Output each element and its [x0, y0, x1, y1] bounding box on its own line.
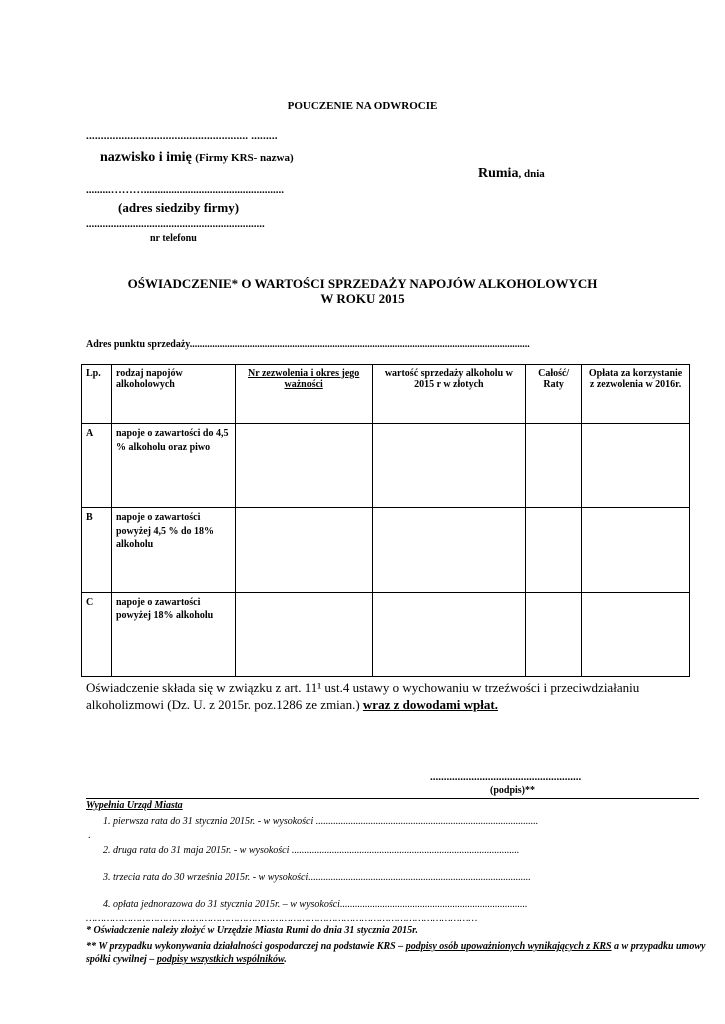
name-dots-line[interactable]: ....................................................... .........: [86, 130, 278, 142]
office-section-label: Wypełnia Urząd Miasta: [86, 800, 183, 811]
address-label: (adres siedziby firmy): [118, 200, 240, 215]
permit-cell[interactable]: [235, 424, 372, 508]
statement-emphasis: wraz z dowodami wpłat.: [362, 697, 498, 712]
signature-dots-line[interactable]: .......................................................: [430, 771, 582, 783]
permit-cell[interactable]: [235, 508, 372, 592]
document-title-line1: OŚWIADCZENIE* O WARTOŚCI SPRZEDAŻY NAPOJÓW ALKOHOLOWYCH: [127, 276, 598, 291]
col-header-type: rodzaj napojów alkoholowych: [111, 365, 235, 424]
footnote-2: [86, 940, 711, 966]
row-type: napoje o zawartości powyżej 18% alkoholu: [111, 592, 235, 676]
mode-cell[interactable]: [526, 508, 582, 592]
row-lp: B: [82, 508, 112, 592]
name-label-sub: (Firmy KRS- nazwa): [195, 152, 294, 164]
city-name: Rumia: [478, 166, 519, 181]
table-row: [82, 508, 690, 592]
value-cell[interactable]: [372, 424, 526, 508]
signature-label: (podpis)**: [490, 785, 536, 796]
table-row: [82, 424, 690, 508]
mode-cell[interactable]: [526, 424, 582, 508]
phone-dots-line[interactable]: .................................................................: [86, 218, 265, 230]
statement-text: [86, 679, 646, 713]
footnote-2-part-e: .: [284, 954, 287, 965]
date-label: , dnia: [518, 168, 545, 180]
rate-line-2[interactable]: 2. druga rata do 31 maja 2015r. - w wysokości ...........................................................................................: [103, 845, 520, 856]
value-cell[interactable]: [372, 592, 526, 676]
footnote-2-part-c: a w przypadku umowy spółki cywilnej –: [86, 941, 706, 965]
col-header-permit: Nr zezwolenia i okres jego ważności: [235, 365, 372, 424]
col-header-fee: Opłata za korzystanie z zezwolenia w 2016r.: [582, 365, 690, 424]
city-date: [478, 166, 545, 182]
mode-cell[interactable]: [526, 592, 582, 676]
section-divider: [86, 798, 699, 799]
col-header-value: wartość sprzedaży alkoholu w 2015 r w złotych: [372, 365, 526, 424]
table-header-row: [82, 365, 690, 424]
top-note: POUCZENIE NA ODWROCIE: [287, 100, 438, 112]
col-header-lp: Lp.: [82, 365, 112, 424]
name-label: [100, 150, 294, 166]
col-header-mode: Całość/ Raty: [526, 365, 582, 424]
name-label-text: nazwisko i imię: [100, 150, 192, 165]
row-lp: C: [82, 592, 112, 676]
value-cell[interactable]: [372, 508, 526, 592]
row-type: napoje o zawartości do 4,5 % alkoholu oraz piwo: [111, 424, 235, 508]
rate-line-4[interactable]: 4. opłata jednorazowa do 31 stycznia 2015r. – w wysokości...........................................................................: [103, 899, 528, 910]
permit-cell[interactable]: [235, 592, 372, 676]
footnote-1: * Oświadczenie należy złożyć w Urzędzie Miasta Rumi do dnia 31 stycznia 2015r.: [86, 925, 418, 936]
rate-line-1[interactable]: 1. pierwsza rata do 31 stycznia 2015r. - w wysokości .........................................................................................: [103, 816, 539, 827]
table-row: [82, 592, 690, 676]
fee-cell[interactable]: [582, 508, 690, 592]
footnote-2-part-d: podpisy wszystkich wspólników: [156, 954, 285, 965]
stray-dot: .: [88, 830, 91, 841]
row-type: napoje o zawartości powyżej 4,5 % do 18% alkoholu: [111, 508, 235, 592]
footnote-2-part-b: podpisy osób upoważnionych wynikających z KRS: [405, 941, 612, 952]
sales-table: [81, 364, 690, 677]
statement-body: Oświadczenie składa się w związku z art. 11¹ ust.4 ustawy o wychowaniu w trzeźwości i przeciwdziałaniu alkoholizmowi (Dz. U. z 2015r. poz.1286 ze zmian.): [86, 680, 640, 712]
separator-dots-line: ……………………………………………………………………………………………………………………: [86, 913, 478, 924]
phone-label: nr telefonu: [150, 233, 197, 244]
rate-line-3[interactable]: 3. trzecia rata do 30 września 2015r. - w wysokości.........................................................................................: [103, 872, 531, 883]
sales-point-address-field[interactable]: Adres punktu sprzedaży........................................................................................................................................: [86, 339, 530, 350]
row-lp: A: [82, 424, 112, 508]
footnote-2-part-a: ** W przypadku wykonywania działalności gospodarczej na podstawie KRS –: [86, 941, 406, 952]
address-dots-line[interactable]: .........………...................................................: [86, 184, 284, 196]
fee-cell[interactable]: [582, 424, 690, 508]
document-title-line2: W ROKU 2015: [320, 291, 405, 306]
fee-cell[interactable]: [582, 592, 690, 676]
